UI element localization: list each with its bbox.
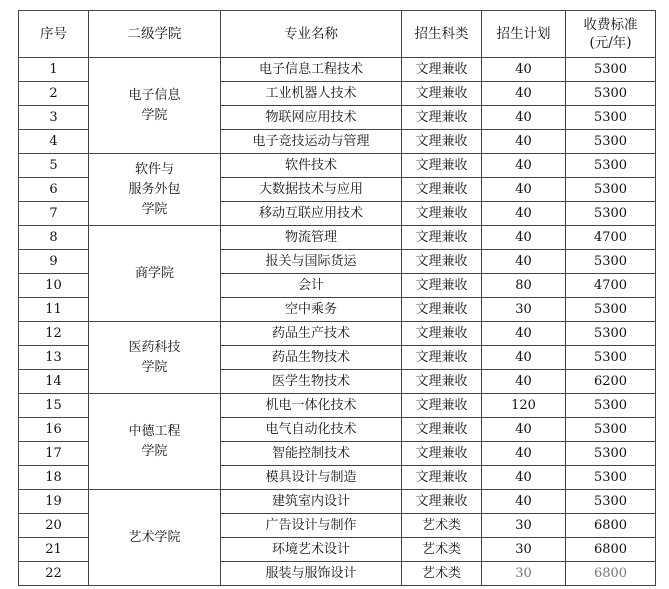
cell-plan: 40: [482, 370, 566, 394]
cell-category: 艺术类: [402, 538, 482, 562]
cell-plan: 40: [482, 226, 566, 250]
cell-category: 文理兼收: [402, 418, 482, 442]
table-row: [19, 394, 656, 418]
cell-no: 19: [19, 490, 89, 514]
cell-plan: 30: [482, 298, 566, 322]
cell-fee: 5300: [566, 58, 656, 82]
cell-plan: 40: [482, 322, 566, 346]
college-name-line: 学院: [141, 201, 168, 217]
cell-category: 文理兼收: [402, 130, 482, 154]
cell-fee: 5300: [566, 298, 656, 322]
enrollment-plan-table: [18, 10, 656, 586]
cell-no: 7: [19, 202, 89, 226]
cell-fee: 5300: [566, 322, 656, 346]
header-plan: 招生计划: [482, 11, 566, 58]
cell-major: 大数据技术与应用: [221, 178, 402, 202]
cell-no: 3: [19, 106, 89, 130]
college-name-line: 软件与: [134, 161, 174, 177]
cell-major: 物流管理: [221, 226, 402, 250]
cell-college-business: [89, 226, 221, 322]
cell-no: 22: [19, 562, 89, 586]
table-row: [19, 154, 656, 178]
cell-no: 15: [19, 394, 89, 418]
cell-category: 文理兼收: [402, 370, 482, 394]
cell-no: 17: [19, 442, 89, 466]
cell-plan: 120: [482, 394, 566, 418]
cell-fee: 5300: [566, 346, 656, 370]
cell-plan: 40: [482, 58, 566, 82]
college-name-line: 学院: [141, 359, 168, 375]
cell-plan: 30: [482, 538, 566, 562]
college-name-line: 医药科技: [128, 339, 181, 355]
table-row: [19, 226, 656, 250]
cell-major: 智能控制技术: [221, 442, 402, 466]
college-name-line: 中德工程: [128, 423, 181, 439]
cell-major: 药品生物技术: [221, 346, 402, 370]
college-name-line: 服务外包: [128, 181, 181, 197]
cell-fee: 6800: [566, 514, 656, 538]
cell-plan: 40: [482, 442, 566, 466]
header-college: 二级学院: [89, 11, 221, 58]
header-fee-line2: (元/年): [589, 35, 632, 51]
cell-college-software: [89, 154, 221, 226]
cell-college-electronic-info: [89, 58, 221, 154]
cell-fee: 4700: [566, 274, 656, 298]
cell-major: 物联网应用技术: [221, 106, 402, 130]
cell-no: 13: [19, 346, 89, 370]
cell-fee: 5300: [566, 106, 656, 130]
cell-plan: 40: [482, 106, 566, 130]
cell-category: 文理兼收: [402, 154, 482, 178]
cell-major: 报关与国际货运: [221, 250, 402, 274]
cell-no: 18: [19, 466, 89, 490]
cell-category: 文理兼收: [402, 346, 482, 370]
college-name-line: 艺术学院: [128, 529, 181, 545]
cell-plan: 40: [482, 154, 566, 178]
table-row: [19, 322, 656, 346]
cell-major: 模具设计与制造: [221, 466, 402, 490]
cell-college-pharma: [89, 322, 221, 394]
cell-category: 文理兼收: [402, 442, 482, 466]
cell-fee: 5300: [566, 250, 656, 274]
cell-major: 建筑室内设计: [221, 490, 402, 514]
cell-fee: 5300: [566, 466, 656, 490]
cell-no: 9: [19, 250, 89, 274]
cell-major: 广告设计与制作: [221, 514, 402, 538]
college-name-line: 电子信息: [128, 87, 181, 103]
cell-fee: 5300: [566, 130, 656, 154]
cell-major: 电子竞技运动与管理: [221, 130, 402, 154]
header-category: 招生科类: [402, 11, 482, 58]
cell-major: 空中乘务: [221, 298, 402, 322]
cell-fee: 5300: [566, 202, 656, 226]
cell-category: 文理兼收: [402, 82, 482, 106]
cell-no: 4: [19, 130, 89, 154]
cell-major: 移动互联应用技术: [221, 202, 402, 226]
cell-no: 10: [19, 274, 89, 298]
cell-major: 药品生产技术: [221, 322, 402, 346]
cell-plan: 30: [482, 514, 566, 538]
cell-fee: 5300: [566, 82, 656, 106]
cell-no: 16: [19, 418, 89, 442]
cell-no: 5: [19, 154, 89, 178]
cell-no: 6: [19, 178, 89, 202]
cell-category: 文理兼收: [402, 250, 482, 274]
cell-category: 文理兼收: [402, 202, 482, 226]
cell-fee: 5300: [566, 490, 656, 514]
cell-major: 环境艺术设计: [221, 538, 402, 562]
cell-category: 文理兼收: [402, 298, 482, 322]
cell-no: 20: [19, 514, 89, 538]
college-name-line: 商学院: [134, 265, 174, 281]
cell-no: 14: [19, 370, 89, 394]
cell-major: 机电一体化技术: [221, 394, 402, 418]
cell-fee: 6800: [566, 538, 656, 562]
cell-major: 电子信息工程技术: [221, 58, 402, 82]
cell-fee: 6200: [566, 370, 656, 394]
cell-category: 文理兼收: [402, 106, 482, 130]
cell-plan: 40: [482, 130, 566, 154]
header-row: [19, 11, 656, 58]
cell-no: 21: [19, 538, 89, 562]
cell-plan: 40: [482, 466, 566, 490]
college-name-line: 学院: [141, 107, 168, 123]
cell-major: 电气自动化技术: [221, 418, 402, 442]
cell-no: 12: [19, 322, 89, 346]
college-name-line: 学院: [141, 443, 168, 459]
cell-category: 文理兼收: [402, 490, 482, 514]
cell-plan: 40: [482, 250, 566, 274]
cell-plan: 30: [482, 562, 566, 586]
cell-category: 文理兼收: [402, 274, 482, 298]
cell-plan: 80: [482, 274, 566, 298]
cell-major: 会计: [221, 274, 402, 298]
cell-major: 服装与服饰设计: [221, 562, 402, 586]
cell-category: 文理兼收: [402, 58, 482, 82]
header-no: 序号: [19, 11, 89, 58]
cell-fee: 4700: [566, 226, 656, 250]
cell-plan: 40: [482, 202, 566, 226]
cell-college-art: [89, 490, 221, 586]
cell-no: 8: [19, 226, 89, 250]
cell-no: 11: [19, 298, 89, 322]
cell-fee: 5300: [566, 442, 656, 466]
cell-fee: 5300: [566, 394, 656, 418]
cell-plan: 40: [482, 490, 566, 514]
header-fee: [566, 11, 656, 58]
cell-category: 文理兼收: [402, 466, 482, 490]
header-fee-line1: 收费标准: [583, 17, 638, 33]
cell-no: 2: [19, 82, 89, 106]
cell-fee: 5300: [566, 178, 656, 202]
cell-major: 软件技术: [221, 154, 402, 178]
cell-college-sino-german: [89, 394, 221, 490]
cell-category: 文理兼收: [402, 394, 482, 418]
cell-fee: 6800: [566, 562, 656, 586]
cell-major: 工业机器人技术: [221, 82, 402, 106]
table-row: [19, 58, 656, 82]
cell-no: 1: [19, 58, 89, 82]
cell-fee: 5300: [566, 154, 656, 178]
cell-plan: 40: [482, 346, 566, 370]
cell-plan: 40: [482, 418, 566, 442]
cell-plan: 40: [482, 178, 566, 202]
cell-category: 文理兼收: [402, 178, 482, 202]
header-major: 专业名称: [221, 11, 402, 58]
cell-fee: 5300: [566, 418, 656, 442]
cell-category: 艺术类: [402, 562, 482, 586]
cell-category: 文理兼收: [402, 322, 482, 346]
table-row: [19, 490, 656, 514]
cell-category: 艺术类: [402, 514, 482, 538]
cell-category: 文理兼收: [402, 226, 482, 250]
cell-plan: 40: [482, 82, 566, 106]
cell-major: 医学生物技术: [221, 370, 402, 394]
